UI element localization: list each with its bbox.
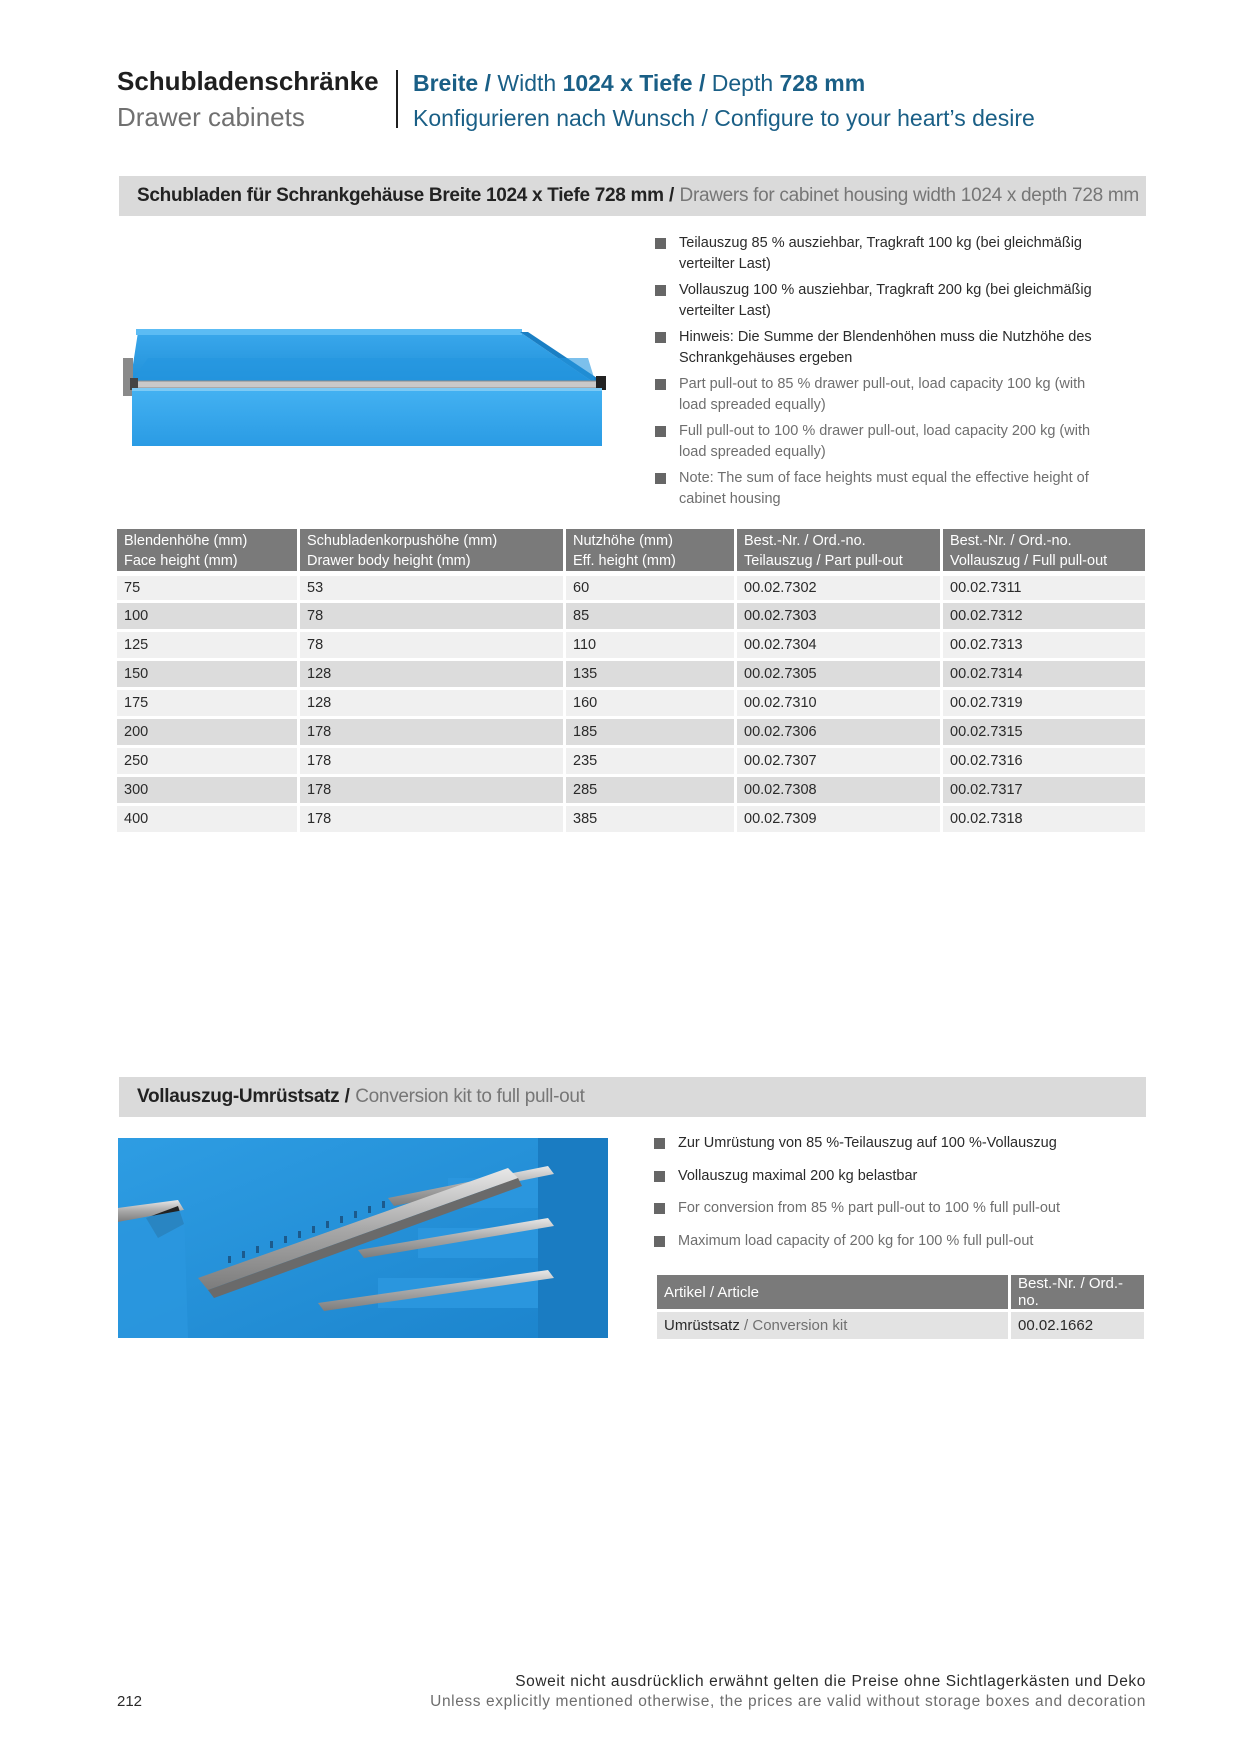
ordno-full: 00.02.7311 <box>943 571 1145 600</box>
bullet-square-icon <box>655 473 666 484</box>
bullet-square-icon <box>654 1203 665 1214</box>
ordno-part: 00.02.7308 <box>737 774 940 803</box>
table-row <box>117 629 1145 658</box>
face-height: 175 <box>117 687 297 716</box>
body-height: 128 <box>300 658 563 687</box>
section-heading-drawers <box>119 176 1146 216</box>
kit-feature-list <box>654 1133 1124 1263</box>
article-en: Conversion kit <box>752 1317 848 1334</box>
ordno-part: 00.02.7309 <box>737 803 940 832</box>
header-dimensions <box>413 70 865 97</box>
bullet-square-icon <box>655 238 666 249</box>
bullet-square-icon <box>655 332 666 343</box>
ordno-full: 00.02.7318 <box>943 803 1145 832</box>
feature-item <box>654 1231 1124 1252</box>
ordno-full: 00.02.7317 <box>943 774 1145 803</box>
feature-item <box>655 374 1115 416</box>
drawer-feature-list <box>655 233 1115 515</box>
feature-item <box>655 327 1115 369</box>
table-header-row <box>117 529 1145 571</box>
table-row <box>117 571 1145 600</box>
feature-item <box>654 1166 1124 1187</box>
section-title-en: Drawers for cabinet housing width 1024 x depth 728 mm <box>679 185 1139 206</box>
face-height: 400 <box>117 803 297 832</box>
ordno-part: 00.02.7307 <box>737 745 940 774</box>
feature-text: For conversion from 85 % part pull-out to 100 % full pull-out <box>678 1200 1061 1216</box>
ordno-full: 00.02.7319 <box>943 687 1145 716</box>
table-row <box>117 687 1145 716</box>
footer-note-de: Soweit nicht ausdrücklich erwähnt gelten die Preise ohne Sichtlagerkästen und Deko <box>515 1673 1146 1690</box>
ordno-full: 00.02.7315 <box>943 716 1145 745</box>
ordno-part: 00.02.7304 <box>737 629 940 658</box>
col-header-ordno: Best.-Nr. / Ord.-no. <box>1011 1275 1144 1309</box>
face-height: 75 <box>117 571 297 600</box>
eff-height: 285 <box>566 774 734 803</box>
body-height: 178 <box>300 774 563 803</box>
body-height: 78 <box>300 629 563 658</box>
face-height: 125 <box>117 629 297 658</box>
bullet-square-icon <box>654 1138 665 1149</box>
ordno-cell: 00.02.1662 <box>1011 1309 1144 1339</box>
feature-text: Vollauszug maximal 200 kg belastbar <box>678 1167 918 1184</box>
depth-value: 728 mm <box>779 70 866 96</box>
bullet-square-icon <box>655 379 666 390</box>
feature-item <box>654 1133 1124 1154</box>
ordno-part: 00.02.7306 <box>737 716 940 745</box>
face-height: 300 <box>117 774 297 803</box>
col-header: Best.-Nr. / Ord.-no. Vollauszug / Full pull-out <box>943 529 1145 571</box>
eff-height: 185 <box>566 716 734 745</box>
conversion-kit-image <box>118 1138 608 1338</box>
table-row <box>117 716 1145 745</box>
table-row <box>117 745 1145 774</box>
eff-height: 110 <box>566 629 734 658</box>
header-divider <box>396 70 398 128</box>
eff-height: 160 <box>566 687 734 716</box>
section-title-en: Conversion kit to full pull-out <box>355 1086 585 1107</box>
feature-text: Vollauszug 100 % ausziehbar, Tragkraft 200 kg (bei gleichmäßig verteilter Last) <box>679 282 1092 319</box>
footer-note-en: Unless explicitly mentioned otherwise, the prices are valid without storage boxes and decoration <box>430 1693 1146 1710</box>
eff-height: 85 <box>566 600 734 629</box>
eff-height: 135 <box>566 658 734 687</box>
article-separator: / <box>744 1317 749 1334</box>
slash: / <box>698 70 706 96</box>
table-row <box>117 658 1145 687</box>
ordno-full: 00.02.7313 <box>943 629 1145 658</box>
kit-table <box>654 1275 1147 1339</box>
ordno-full: 00.02.7312 <box>943 600 1145 629</box>
bullet-square-icon <box>655 426 666 437</box>
body-height: 78 <box>300 600 563 629</box>
col-header-article: Artikel / Article <box>657 1275 1008 1309</box>
body-height: 128 <box>300 687 563 716</box>
ordno-part: 00.02.7302 <box>737 571 940 600</box>
body-height: 53 <box>300 571 563 600</box>
feature-item <box>655 468 1115 510</box>
col-header: Blendenhöhe (mm) Face height (mm) <box>117 529 297 571</box>
header-subtitle: Konfigurieren nach Wunsch / Configure to your heart’s desire <box>413 105 1035 131</box>
page-subtitle: Drawer cabinets <box>117 102 305 132</box>
feature-item <box>655 233 1115 275</box>
feature-text: Maximum load capacity of 200 kg for 100 % full pull-out <box>678 1232 1034 1249</box>
table-row <box>117 600 1145 629</box>
section-title-de: Schubladen für Schrankgehäuse Breite 1024 x Tiefe 728 mm <box>137 185 664 206</box>
ordno-part: 00.02.7303 <box>737 600 940 629</box>
col-header: Nutzhöhe (mm) Eff. height (mm) <box>566 529 734 571</box>
feature-text: Hinweis: Die Summe der Blendenhöhen muss die Nutzhöhe des Schrankgehäuses ergeben <box>679 329 1092 366</box>
body-height: 178 <box>300 716 563 745</box>
eff-height: 60 <box>566 571 734 600</box>
section-separator: / <box>668 185 675 206</box>
section-separator: / <box>344 1086 350 1107</box>
feature-text: Teilauszug 85 % ausziehbar, Tragkraft 100 kg (bei gleichmäßig verteilter Last) <box>679 235 1082 272</box>
col-header: Schubladenkorpushöhe (mm) Drawer body height (mm) <box>300 529 563 571</box>
label-width: Width <box>497 70 557 96</box>
table-row <box>117 774 1145 803</box>
label-breite: Breite <box>413 70 479 96</box>
bullet-square-icon <box>654 1171 665 1182</box>
slash: / <box>484 70 491 96</box>
bullet-square-icon <box>654 1236 665 1247</box>
feature-text: Part pull-out to 85 % drawer pull-out, load capacity 100 kg (with load spreaded equally) <box>679 376 1086 413</box>
ordno-part: 00.02.7305 <box>737 658 940 687</box>
face-height: 100 <box>117 600 297 629</box>
drawer-image <box>118 318 608 448</box>
feature-text: Full pull-out to 100 % drawer pull-out, load capacity 200 kg (with load spreaded equally) <box>679 423 1091 460</box>
table-row <box>117 803 1145 832</box>
col-header: Best.-Nr. / Ord.-no. Teilauszug / Part pull-out <box>737 529 940 571</box>
ordno-full: 00.02.7316 <box>943 745 1145 774</box>
eff-height: 385 <box>566 803 734 832</box>
table-row <box>657 1309 1144 1339</box>
eff-height: 235 <box>566 745 734 774</box>
table-header-row <box>657 1275 1144 1309</box>
page-number: 212 <box>117 1693 143 1710</box>
drawer-table <box>114 529 1148 832</box>
face-height: 250 <box>117 745 297 774</box>
feature-text: Zur Umrüstung von 85 %-Teilauszug auf 100 %-Vollauszug <box>678 1135 1057 1151</box>
body-height: 178 <box>300 803 563 832</box>
article-cell <box>657 1309 1008 1339</box>
ordno-part: 00.02.7310 <box>737 687 940 716</box>
section-heading-kit <box>119 1077 1146 1117</box>
feature-item <box>655 280 1115 322</box>
width-value: 1024 x Tiefe <box>562 70 693 96</box>
bullet-square-icon <box>655 285 666 296</box>
label-depth: Depth <box>711 70 774 96</box>
feature-item <box>654 1198 1124 1219</box>
face-height: 200 <box>117 716 297 745</box>
face-height: 150 <box>117 658 297 687</box>
feature-item <box>655 421 1115 463</box>
ordno-full: 00.02.7314 <box>943 658 1145 687</box>
body-height: 178 <box>300 745 563 774</box>
feature-text: Note: The sum of face heights must equal the effective height of cabinet housing <box>679 470 1089 507</box>
page-title: Schubladenschränke <box>117 66 379 96</box>
section-title-de: Vollauszug-Umrüstsatz <box>137 1086 340 1107</box>
article-de: Umrüstsatz <box>664 1317 740 1334</box>
